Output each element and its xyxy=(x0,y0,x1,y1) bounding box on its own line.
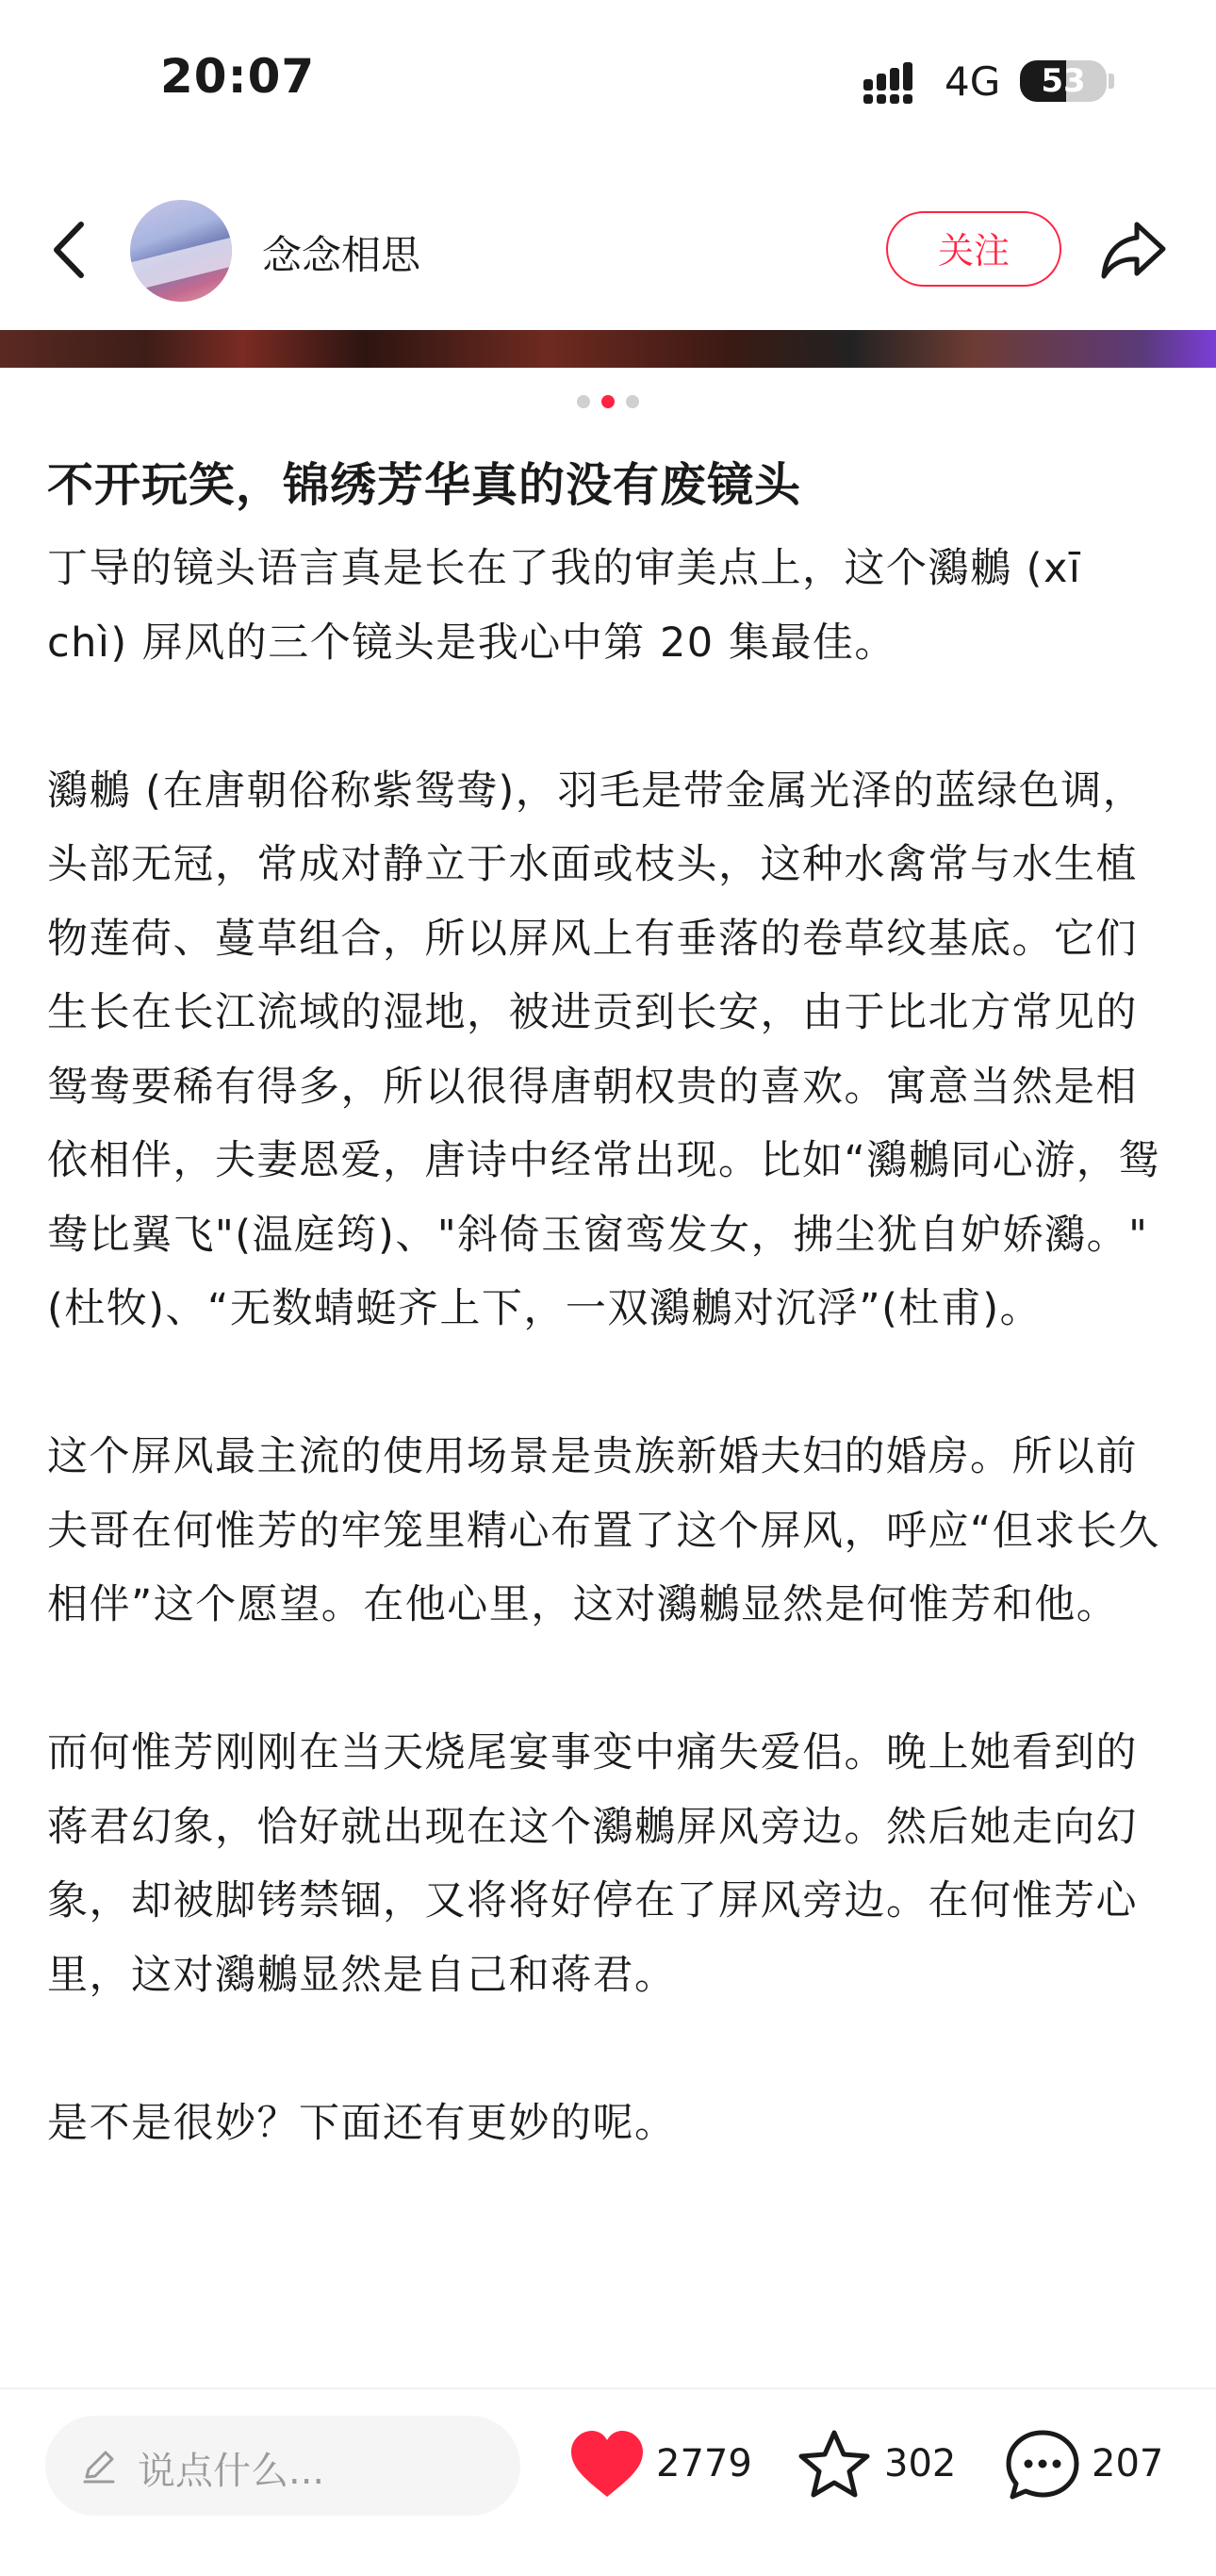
bottom-divider xyxy=(0,2387,1216,2389)
carousel-dot xyxy=(626,395,639,408)
author-name[interactable]: 念念相思 xyxy=(262,232,421,278)
collect-count: 302 xyxy=(884,2442,957,2485)
heart-icon xyxy=(569,2429,645,2501)
comment-input[interactable] xyxy=(45,2416,520,2516)
blank-line xyxy=(47,2012,1174,2087)
like-count: 2779 xyxy=(656,2442,752,2485)
post-title: 不开玩笑，锦绣芳华真的没有废镜头 xyxy=(47,458,802,512)
star-icon xyxy=(797,2429,871,2501)
collect-button[interactable] xyxy=(797,2429,958,2504)
blank-line xyxy=(47,1643,1174,1717)
comment-count: 207 xyxy=(1092,2442,1164,2485)
follow-button[interactable]: 关注 xyxy=(886,211,1061,287)
share-icon[interactable] xyxy=(1099,217,1169,283)
post-image[interactable] xyxy=(0,330,1216,368)
network-type: 4G xyxy=(945,58,1001,105)
blank-line xyxy=(47,680,1174,754)
blank-line xyxy=(47,1346,1174,1421)
paragraph: 这个屏风最主流的使用场景是贵族新婚夫妇的婚房。所以前夫哥在何惟芳的牢笼里精心布置了这个屏风，呼应“但求长久相伴”这个愿望。在他心里，这对鸂鶒显然是何惟芳和他。 xyxy=(47,1433,1160,1628)
carousel-indicator xyxy=(0,394,1216,413)
status-bar xyxy=(0,0,1216,160)
battery-tip xyxy=(1109,74,1114,89)
post-header xyxy=(0,189,1216,330)
paragraph: 丁导的镜头语言真是长在了我的审美点上，这个鸂鶒 (xī chì) 屏风的三个镜头是我心中第 20 集最佳。 xyxy=(47,545,1096,667)
battery-level: 53 xyxy=(1041,62,1086,100)
paragraph: 鸂鶒 (在唐朝俗称紫鸳鸯)，羽毛是带金属光泽的蓝绿色调，头部无冠，常成对静立于水面或枝头，这种水禽常与水生植物莲荷、蔓草组合，所以屏风上有垂落的卷草纹基底。它们生长在长江流域的湿地，被进贡到长安，由于比北方常见的鸳鸯要稀有得多，所以很得唐朝权贵的喜欢。寓意当然是相依相伴，夫妻恩爱，唐诗中经常出现。比如“鸂鶒同心游，鸳鸯比翼飞"(温庭筠)、"斜倚玉窗鸾发女，拂尘犹自妒娇鸂。"(杜牧)、“无数蜻蜓齐上下，一双鸂鶒对沉浮”(杜甫)。 xyxy=(47,767,1160,1332)
battery-icon xyxy=(1020,60,1107,102)
status-time: 20:07 xyxy=(160,49,316,104)
carousel-dot-active xyxy=(601,395,615,408)
comment-placeholder: 说点什么... xyxy=(138,2450,325,2493)
carousel-dot xyxy=(577,395,590,408)
signal-icon xyxy=(863,60,926,106)
avatar[interactable] xyxy=(130,200,232,302)
paragraph: 是不是很妙？下面还有更妙的呢。 xyxy=(47,2099,677,2147)
post-content xyxy=(47,532,1174,2160)
pen-icon xyxy=(79,2446,119,2485)
comment-bubble-icon xyxy=(1005,2429,1080,2502)
avatar-road-decoration xyxy=(130,234,232,293)
back-icon[interactable] xyxy=(45,217,92,283)
comment-button[interactable] xyxy=(1005,2429,1193,2504)
like-button[interactable] xyxy=(569,2429,758,2504)
paragraph: 而何惟芳刚刚在当天烧尾宴事变中痛失爱侣。晚上她看到的蒋君幻象，恰好就出现在这个鸂鶒屏风旁边。然后她走向幻象，却被脚铐禁锢，又将将好停在了屏风旁边。在何惟芳心里，这对鸂鶒显然是自己和蒋君。 xyxy=(47,1729,1138,1999)
